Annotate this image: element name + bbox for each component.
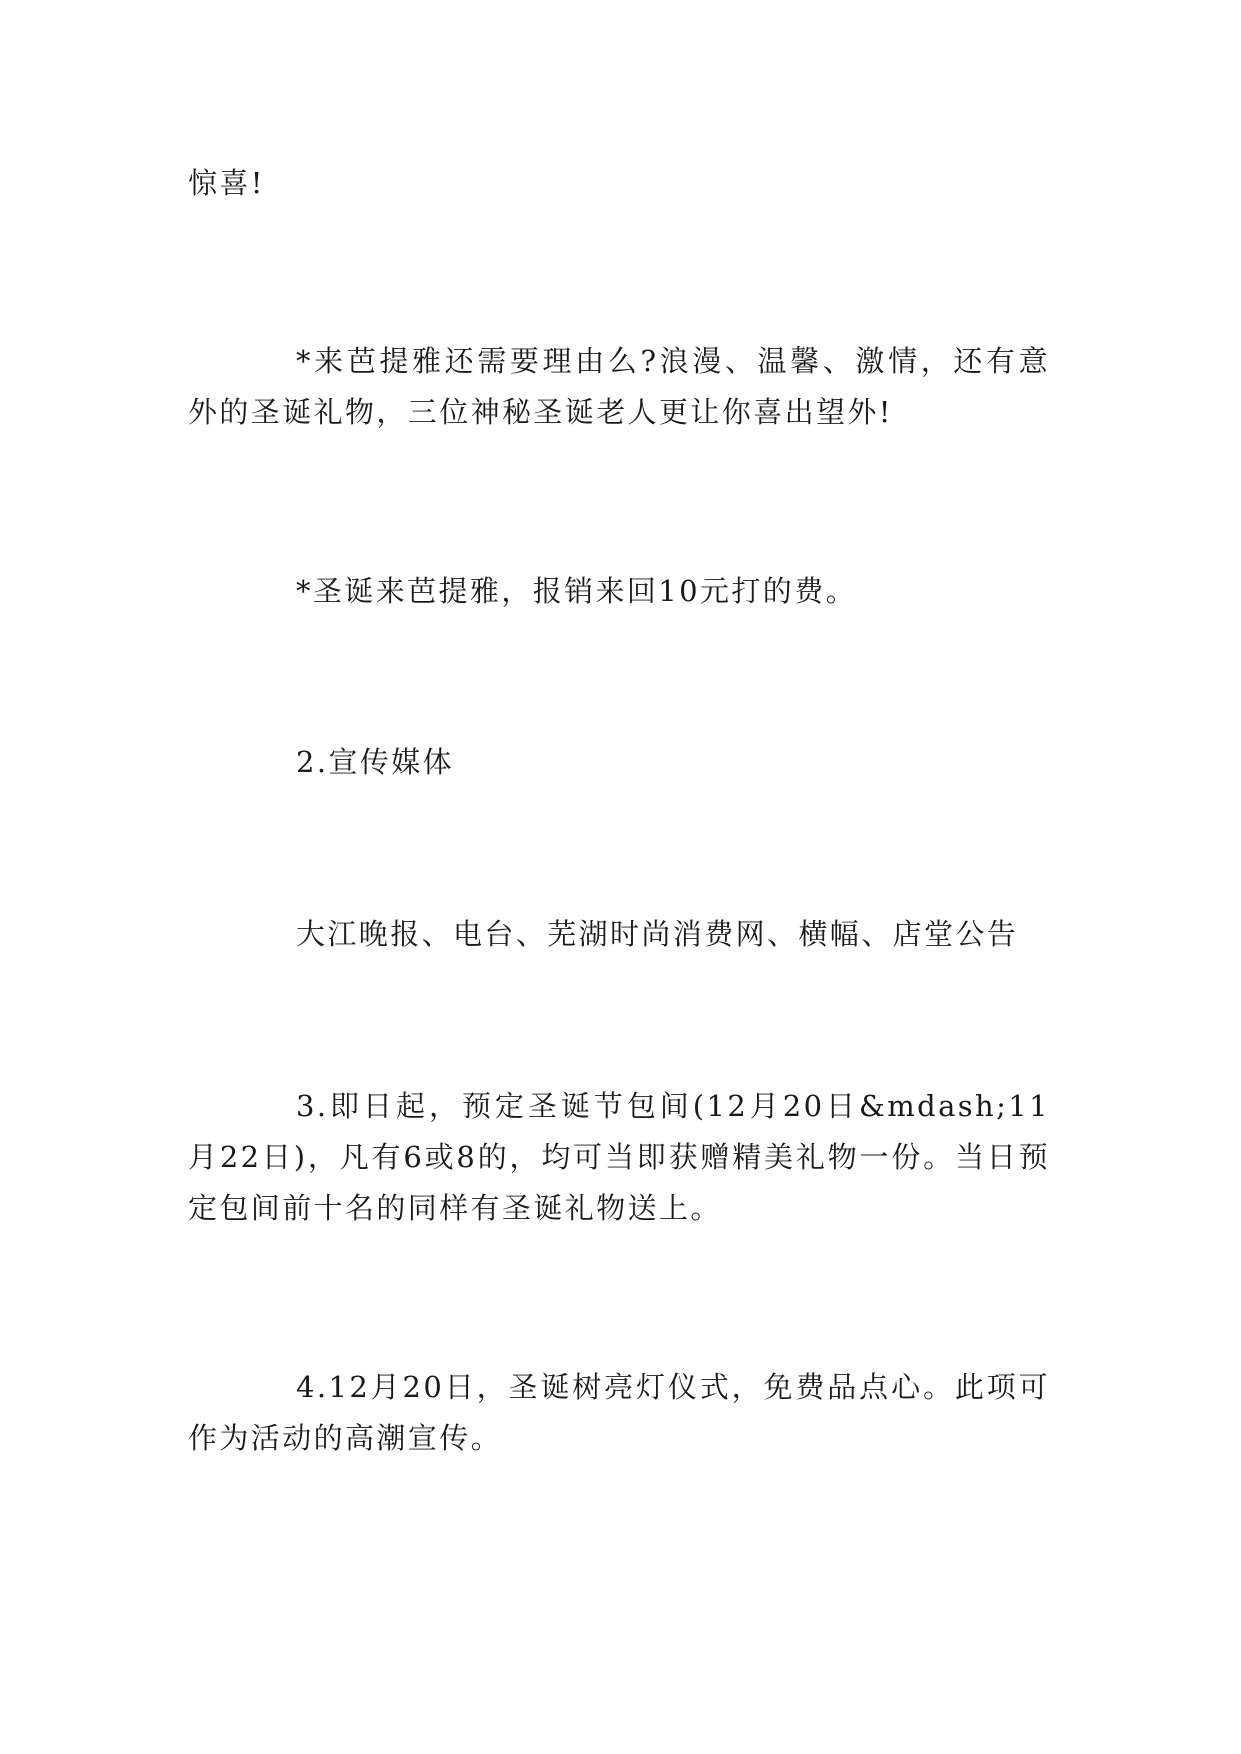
paragraph-reason: *来芭提雅还需要理由么?浪漫、温馨、激情，还有意外的圣诞礼物，三位神秘圣诞老人更让你喜出望外! bbox=[188, 344, 1050, 429]
paragraph-tree-lighting: 4.12月20日，圣诞树亮灯仪式，免费品点心。此项可作为活动的高潮宣传。 bbox=[188, 1370, 1050, 1455]
paragraph-booking: 3.即日起，预定圣诞节包间(12月20日&mdash;11月22日)，凡有6或8的，均可当即获赠精美礼物一份。当日预定包间前十名的同样有圣诞礼物送上。 bbox=[188, 1089, 1050, 1225]
paragraph-media-list: 大江晚报、电台、芜湖时尚消费网、横幅、店堂公告 bbox=[296, 917, 1019, 951]
paragraph-taxi: *圣诞来芭提雅，报销来回10元打的费。 bbox=[296, 574, 858, 608]
paragraph-surprise: 惊喜! bbox=[188, 166, 265, 200]
paragraph-media-heading: 2.宣传媒体 bbox=[296, 745, 455, 779]
